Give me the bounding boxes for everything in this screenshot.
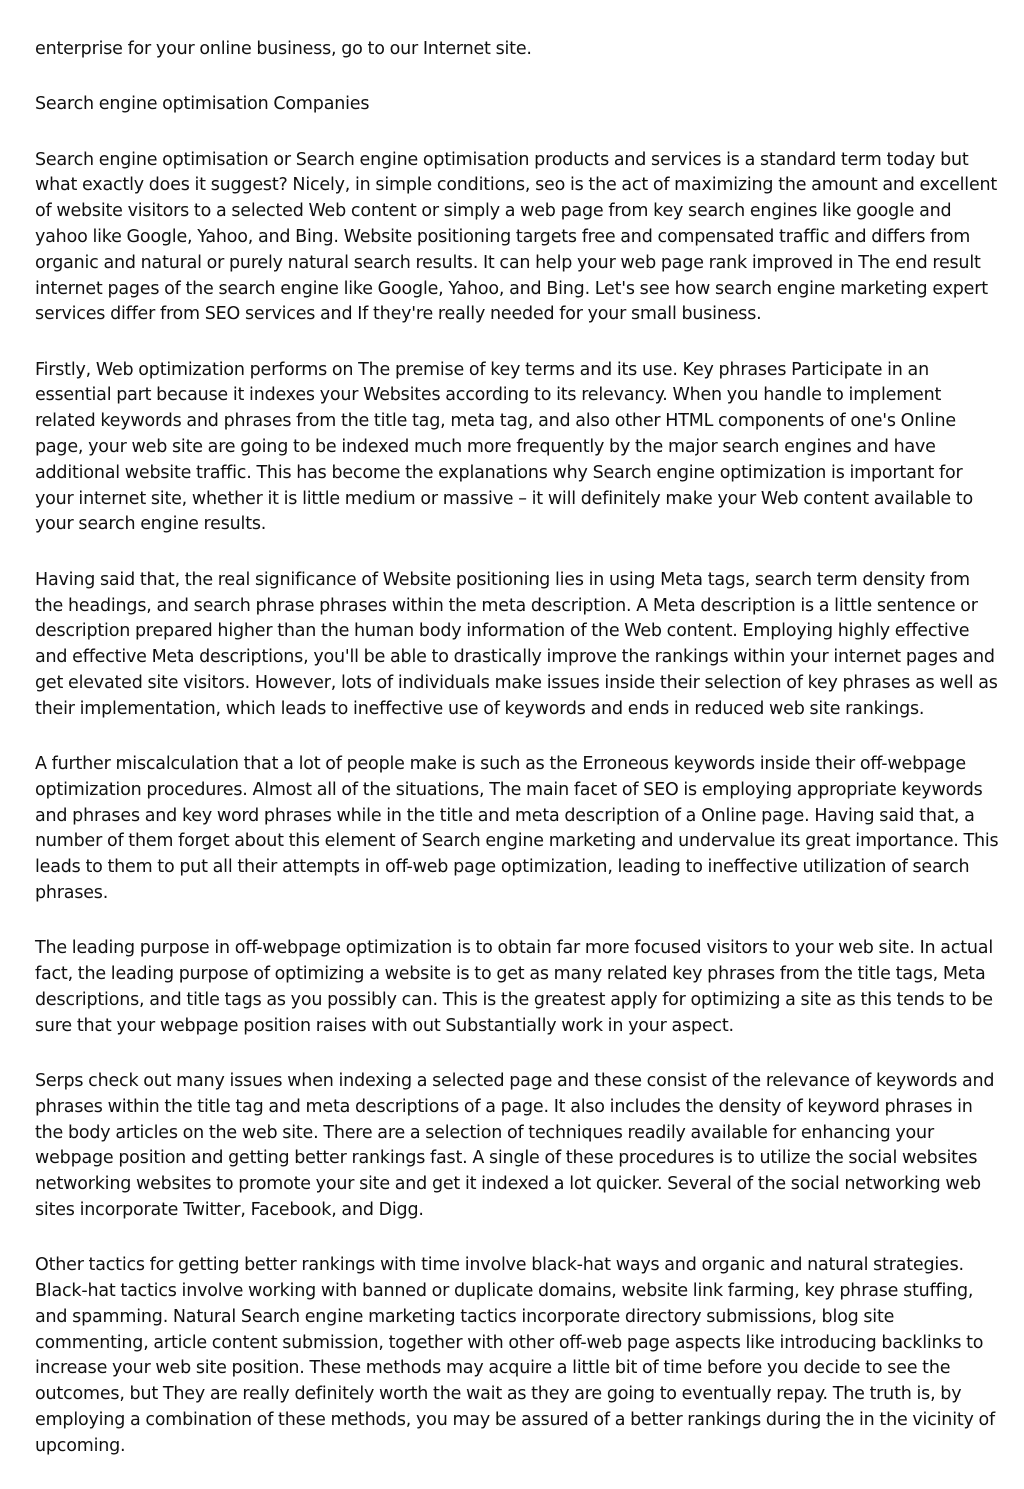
section-heading: Search engine optimisation Companies bbox=[35, 94, 370, 115]
document-body bbox=[35, 37, 1000, 1489]
paragraph-7: Other tactics for getting better rankings with time involve black-hat ways and organic and natural strategies. Black-hat tactics involve working with banned or duplicate domains, website link farming, key phrase stuffing, and spamming. Natural Search engine marketing tactics incorporate directory submissions, blog site commenting, article content submission, together with other off-web page aspects like introducing backlinks to increase your web site position. These methods may acquire a little bit of time before you decide to see the outcomes, but They are really definitely worth the wait as they are going to eventually repay. The truth is, by employing a combination of these methods, you may be assured of a better rankings during the in the vicinity of upcoming. bbox=[35, 1255, 995, 1456]
paragraph-6: Serps check out many issues when indexing a selected page and these consist of the relevance of keywords and phrases within the title tag and meta descriptions of a page. It also includes the density of keyword phrases in the body articles on the web site. There are a selection of techniques readily available for enhancing your webpage position and getting better rankings fast. A single of these procedures is to utilize the social websites networking websites to promote your site and get it indexed a lot quicker. Several of the social networking web sites incorporate Twitter, Facebook, and Digg. bbox=[35, 1071, 995, 1220]
paragraph-5: The leading purpose in off-webpage optimization is to obtain far more focused visitors to your web site. In actual fact, the leading purpose of optimizing a website is to get as many related key phrases from the title tags, Meta descriptions, and title tags as you possibly can. This is the greatest apply for optimizing a site as this tends to be sure that your webpage position raises with out Substantially work in your aspect. bbox=[35, 938, 993, 1036]
paragraph-1: Search engine optimisation or Search engine optimisation products and services is a standard term today but what exactly does it suggest? Nicely, in simple conditions, seo is the act of maximizing the amount and excellent of website visitors to a selected Web content or simply a web page from key search engines like google and yahoo like Google, Yahoo, and Bing. Website positioning targets free and compensated traffic and differs from organic and natural or purely natural search results. It can help your web page rank improved in The end result internet pages of the search engine like Google, Yahoo, and Bing. Let's see how search engine marketing expert services differ from SEO services and If they're really needed for your small business. bbox=[35, 149, 998, 325]
paragraph-3: Having said that, the real significance of Website positioning lies in using Meta tags, search term density from the headings, and search phrase phrases within the meta description. A Meta description is a little sentence or description prepared higher than the human body information of the Web content. Employing highly effective and effective Meta descriptions, you'll be able to drastically improve the rankings within your internet pages and get elevated site visitors. However, lots of individuals make issues inside their selection of key phrases as well as their implementation, which leads to ineffective use of keywords and ends in reduced web site rankings. bbox=[35, 569, 998, 719]
paragraph-2: Firstly, Web optimization performs on The premise of key terms and its use. Key phrases Participate in an essential part because it indexes your Websites according to its relevancy. When you handle to implement related keywords and phrases from the title tag, meta tag, and also other HTML components of one's Online page, your web site are going to be indexed much more frequently by the major search engines and have additional website traffic. This has become the explanations why Search engine optimization is important for your internet site, whether it is little medium or massive – it will definitely make your Web content available to your search engine results. bbox=[35, 359, 973, 535]
paragraph-intro-fragment: enterprise for your online business, go to our Internet site. bbox=[35, 39, 532, 59]
paragraph-4: A further miscalculation that a lot of people make is such as the Erroneous keywords inside their off-webpage optimization procedures. Almost all of the situations, The main facet of SEO is employing appropriate keywords and phrases and key word phrases while in the title and meta description of a Online page. Having said that, a number of them forget about this element of Search engine marketing and undervalue its great importance. This leads to them to put all their attempts in off-web page optimization, leading to ineffective utilization of search phrases. bbox=[35, 754, 999, 904]
